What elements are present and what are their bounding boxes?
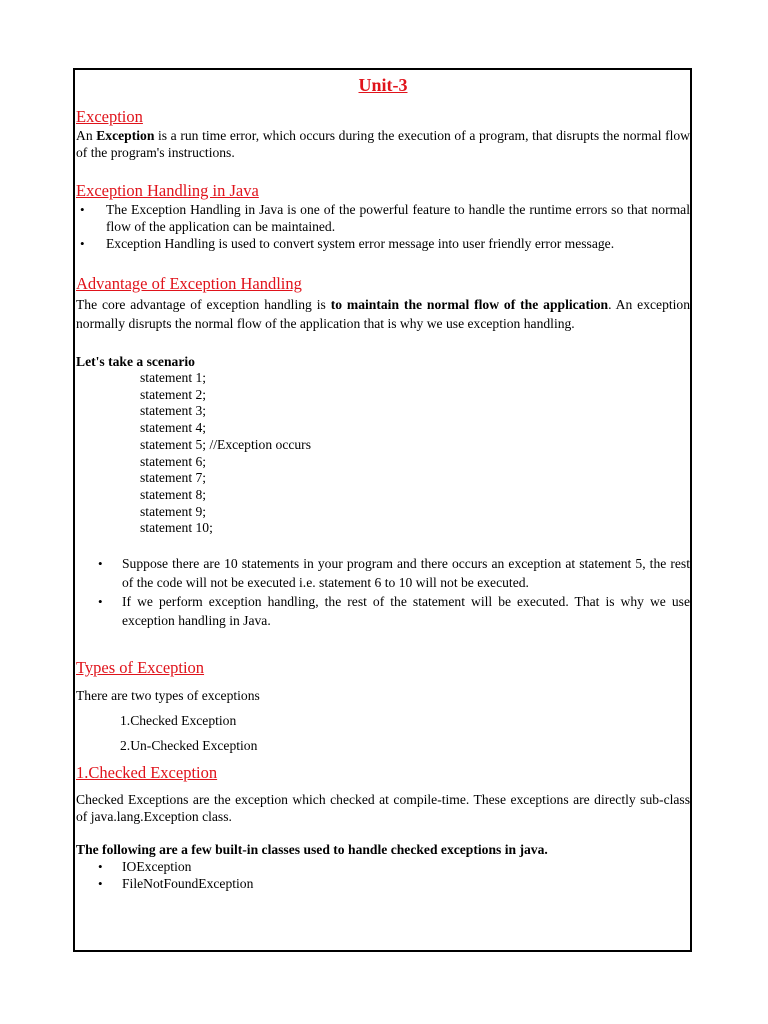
statement-line: statement 3; xyxy=(140,403,207,419)
list-item: • Suppose there are 10 statements in your program and there occurs an exception at statement 5, the rest of the code will not be executed i.e. statement 6 to 10 will not be executed. xyxy=(76,554,690,592)
advantage-text: The core advantage of exception handling is to maintain the normal flow of the application. An exception normally disrupts the normal flow of the application that is why we use exception handling. xyxy=(76,297,691,331)
type-item-unchecked: 2.Un-Checked Exception xyxy=(120,738,258,754)
list-item: • Exception Handling is used to convert system error message into user friendly error message. xyxy=(76,235,690,252)
types-intro: There are two types of exceptions xyxy=(76,688,260,704)
exception-heading: Exception xyxy=(76,107,143,126)
statement-line: statement 4; xyxy=(140,420,207,436)
statement-line: statement 2; xyxy=(140,386,207,402)
checked-classes-list xyxy=(76,858,690,892)
advantage-heading: Advantage of Exception Handling xyxy=(76,274,302,293)
page-title: Unit-3 xyxy=(358,75,408,95)
checked-classes-label: The following are a few built-in classes used to handle checked exceptions in java. xyxy=(76,842,548,858)
checked-exception-heading: 1.Checked Exception xyxy=(76,763,218,783)
list-item: • IOException xyxy=(76,858,690,875)
scenario-label: Let's take a scenario xyxy=(76,354,195,369)
statement-line: statement 9; xyxy=(140,503,207,519)
statement-line: statement 8; xyxy=(140,486,207,502)
checked-exception-text: Checked Exceptions are the exception which checked at compile-time. These exceptions are directly sub-class of java.lang.Exception class. xyxy=(76,792,690,825)
exception-definition: An Exception is a run time error, which occurs during the execution of a program, that disrupts the normal flow of the program's instructions. xyxy=(76,128,690,160)
list-item: • The Exception Handling in Java is one of the powerful feature to handle the runtime errors so that normal flow of the application can be maintained. xyxy=(76,201,690,235)
statement-line: statement 5; //Exception occurs xyxy=(140,436,312,452)
type-item-checked: 1.Checked Exception xyxy=(120,713,237,729)
statement-line: statement 1; xyxy=(140,370,207,385)
list-item: • FileNotFoundException xyxy=(76,875,690,892)
statement-line: statement 7; xyxy=(140,470,207,486)
exception-handling-heading: Exception Handling in Java xyxy=(76,181,259,200)
handling-bullets xyxy=(76,201,690,252)
statement-list xyxy=(76,370,690,537)
document-content xyxy=(76,70,690,892)
types-heading: Types of Exception xyxy=(76,658,205,678)
list-item: • If we perform exception handling, the rest of the statement will be executed. That is why we use exception handling in Java. xyxy=(76,592,690,630)
scenario-bullets xyxy=(76,554,690,630)
statement-line: statement 10; xyxy=(140,520,213,536)
statement-line: statement 6; xyxy=(140,453,207,469)
